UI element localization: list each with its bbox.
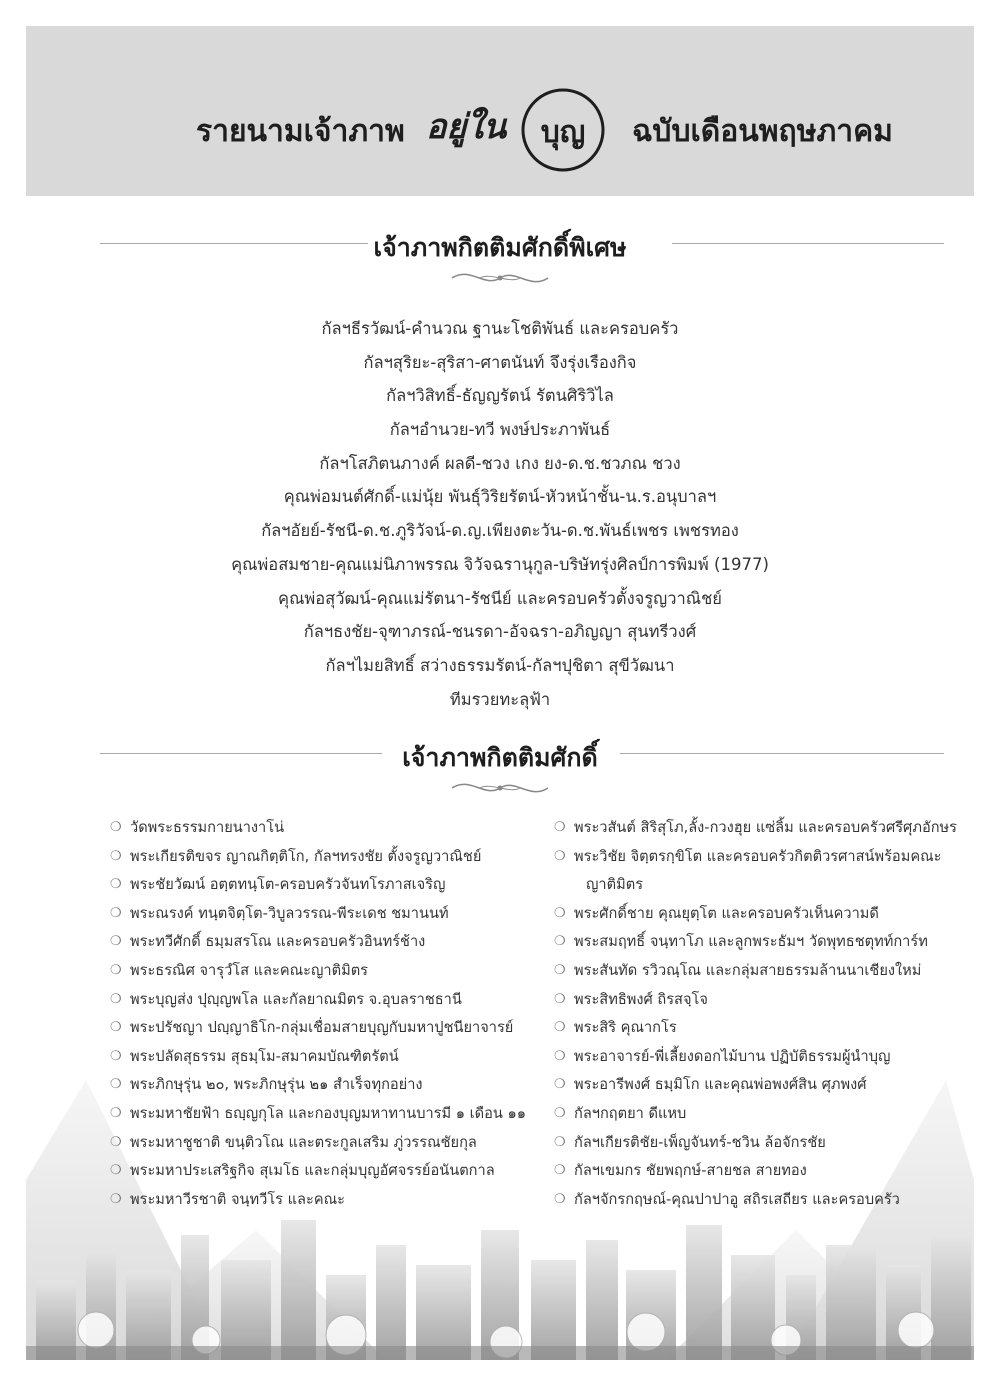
special-donor: คุณพ่อสมชาย-คุณแม่นิภาพรรณ จิวัจฉรานุกูล-บริษัทรุ่งศิลป์การพิมพ์ (1977) <box>231 554 769 574</box>
logo-text: อยู่ใน <box>426 107 507 147</box>
header-right-title: ฉบับเดือนพฤษภาคม <box>632 114 893 149</box>
circle-bullet-icon: ❍ <box>110 962 122 978</box>
circle-bullet-icon: ❍ <box>110 1163 122 1179</box>
list-item: ❍ พระเกียรติขจร ญาณกิตฺติโก, กัลฯทรงชัย ตั้งจรูญวาณิชย์ <box>110 843 526 872</box>
circle-bullet-icon: ❍ <box>554 1077 566 1093</box>
circle-bullet-icon: ❍ <box>554 820 566 835</box>
honorary-section-title: เจ้าภาพกิตติมศักดิ์ <box>402 743 598 772</box>
list-item: ❍ พระทวีศักดิ์ ธมฺมสรโณ และครอบครัวอินทร์ช้าง <box>110 928 526 957</box>
circle-bullet-icon: ❍ <box>554 848 566 864</box>
magazine-logo <box>421 88 621 188</box>
honorary-list-right <box>554 814 957 1214</box>
flourish-ornament <box>450 776 550 800</box>
list-item: ❍ พระภิกษุรุ่น ๒๐, พระภิกษุรุ่น ๒๑ สำเร็จทุกอย่าง <box>110 1071 526 1100</box>
circle-bullet-icon: ❍ <box>110 934 122 950</box>
special-donor: คุณพ่อสุวัฒน์-คุณแม่รัตนา-รัชนีย์ และครอบครัวตั้งจรูญวาณิชย์ <box>278 588 722 608</box>
special-donor: กัลฯไมยสิทธิ์ สว่างธรรมรัตน์-กัลฯปุชิตา สุขีวัฒนา <box>325 655 675 675</box>
circle-bullet-icon: ❍ <box>110 1020 122 1036</box>
circle-bullet-icon: ❍ <box>554 1134 566 1150</box>
special-donor: กัลฯอัยย์-รัชนี-ด.ช.ภูริวัจน์-ด.ญ.เพียงตะวัน-ด.ช.พันธ์เพชร เพชรทอง <box>261 521 739 541</box>
list-item: ❍ พระวิชัย จิตฺตรกฺขิโต และครอบครัวกิตติวรศาสน์พร้อมคณะ <box>554 843 957 872</box>
list-item: ❍ กัลฯเขมกร ชัยพฤกษ์-สายชล สายทอง <box>554 1157 957 1186</box>
list-item: ❍ พระปลัดสุธรรม สุธมฺโม-สมาคมบัณฑิตรัตน์ <box>110 1043 526 1072</box>
special-donor: กัลฯวิสิทธิ์-ธัญญรัตน์ รัตนศิริวิไล <box>386 386 614 406</box>
circle-bullet-icon: ❍ <box>110 1105 122 1121</box>
circle-bullet-icon: ❍ <box>110 1048 122 1064</box>
circle-bullet-icon: ❍ <box>110 877 122 893</box>
circle-bullet-icon: ❍ <box>110 820 122 835</box>
special-donor-list <box>0 312 1000 716</box>
list-item: ❍ พระสมฤทธิ์ จนฺทาโภ และลูกพระธัมฯ วัดพุทธชตุทท์การ์ท <box>554 928 957 957</box>
list-item: ❍ กัลฯกฤตยา ดีแหบ <box>554 1100 957 1129</box>
list-item: ❍ พระมหาวีรชาติ จนฺทวีโร และคณะ <box>110 1186 526 1215</box>
list-item: ❍ พระอารีพงศ์ ธมฺมิโก และคุณพ่อพงศ์สิน ศุภพงศ์ <box>554 1071 957 1100</box>
special-donor: กัลฯโสภิตนภางค์ ผลดี-ชวง เกง ยง-ด.ช.ชวภณ ชวง <box>319 453 681 473</box>
circle-bullet-icon: ❍ <box>554 1191 566 1207</box>
honorary-list-left <box>110 814 526 1214</box>
list-item: ❍ พระมหาชัยฟ้า ธญฺญกุโล และกองบุญมหาทานบารมี ๑ เดือน ๑๑ <box>110 1100 526 1129</box>
special-donor: กัลฯอำนวย-ทวี พงษ์ประภาพันธ์ <box>389 420 611 440</box>
circle-bullet-icon: ❍ <box>110 991 122 1007</box>
list-item-continuation: ญาติมิตร <box>586 876 644 894</box>
circle-bullet-icon: ❍ <box>110 905 122 921</box>
special-donor: กัลฯธงชัย-จุฑาภรณ์-ชนรดา-อัจฉรา-อภิญญา สุนทรีวงศ์ <box>303 622 697 642</box>
circle-bullet-icon: ❍ <box>554 905 566 921</box>
list-item: ❍ พระบุญส่ง ปุญฺญพโล และกัลยาณมิตร จ.อุบลราชธานี <box>110 986 526 1015</box>
list-item: ❍ กัลฯจักรกฤษณ์-คุณปาปาอู สถิรเสถียร และครอบครัว <box>554 1186 957 1215</box>
circle-bullet-icon: ❍ <box>554 991 566 1007</box>
list-item: ❍ พระมหาชูชาติ ขนฺติวโณ และตระกูลเสริม ภู่วรรณชัยกุล <box>110 1129 526 1158</box>
header-left-title: รายนามเจ้าภาพ <box>196 114 405 149</box>
list-item: ❍ พระสิทธิพงศ์ ถิรสจฺโจ <box>554 986 957 1015</box>
list-item: ❍ พระธรณิศ จารุวํโส และคณะญาติมิตร <box>110 957 526 986</box>
list-item: ❍ วัดพระธรรมกายนางาโน่ <box>110 814 526 843</box>
special-donor: กัลฯสุริยะ-สุริสา-ศาตนันท์ จึงรุ่งเรืองกิจ <box>363 352 637 372</box>
flourish-ornament <box>450 266 550 290</box>
circle-bullet-icon: ❍ <box>554 962 566 978</box>
list-item: ❍ พระอาจารย์-พี่เลี้ยงดอกไม้บาน ปฏิบัติธรรมผู้นำบุญ <box>554 1043 957 1072</box>
circle-bullet-icon: ❍ <box>110 1191 122 1207</box>
circle-bullet-icon: ❍ <box>110 848 122 864</box>
list-item: ❍ พระชัยวัฒน์ อตฺตทนฺโต-ครอบครัวจันทโรภาสเจริญ <box>110 871 526 900</box>
list-item: ❍ พระณรงค์ ทนฺตจิตฺโต-วิบูลวรรณ-พีระเดช ชมานนท์ <box>110 900 526 929</box>
circle-bullet-icon: ❍ <box>554 1020 566 1036</box>
circle-bullet-icon: ❍ <box>554 1105 566 1121</box>
header-banner <box>26 26 974 196</box>
list-item: ❍ พระศักดิ์ชาย คุณยุตฺโต และครอบครัวเห็นความดี <box>554 900 957 929</box>
list-item: ❍ พระสิริ คุณากโร <box>554 1014 957 1043</box>
list-item: ❍ กัลฯเกียรติชัย-เพ็ญจันทร์-ชวิน ล้อจักรชัย <box>554 1129 957 1158</box>
special-section-title: เจ้าภาพกิตติมศักดิ์พิเศษ <box>373 233 627 262</box>
list-item: ❍ พระปรัชญา ปญฺญาธิโก-กลุ่มเชื่อมสายบุญกับมหาปูชนียาจารย์ <box>110 1014 526 1043</box>
list-item: ❍ พระสันทัด รวิวณฺโณ และกลุ่มสายธรรมล้านนาเชียงใหม่ <box>554 957 957 986</box>
list-item: ❍ พระมหาประเสริฐกิจ สุเมโธ และกลุ่มบุญอัศจรรย์อนันตกาล <box>110 1157 526 1186</box>
circle-bullet-icon: ❍ <box>554 1048 566 1064</box>
special-donor: คุณพ่อมนต์ศักดิ์-แม่นุ้ย พันธุ์วิริยรัตน์-หัวหน้าชั้น-น.ร.อนุบาลฯ <box>283 487 717 507</box>
special-donor: ทีมรวยทะลุฟ้า <box>449 689 551 709</box>
list-item: ❍ พระวสันต์ สิริสุโภ,ลั้ง-กวงฮุย แซ่ลิ้ม และครอบครัวศรีศุภอักษร <box>554 814 957 843</box>
circle-bullet-icon: ❍ <box>554 1163 566 1179</box>
circle-bullet-icon: ❍ <box>110 1077 122 1093</box>
special-donor: กัลฯธีรวัฒน์-คำนวณ ฐานะโชติพันธ์ และครอบครัว <box>321 319 679 338</box>
logo-circle-text: บุญ <box>540 115 586 150</box>
circle-bullet-icon: ❍ <box>110 1134 122 1150</box>
circle-bullet-icon: ❍ <box>554 934 566 950</box>
